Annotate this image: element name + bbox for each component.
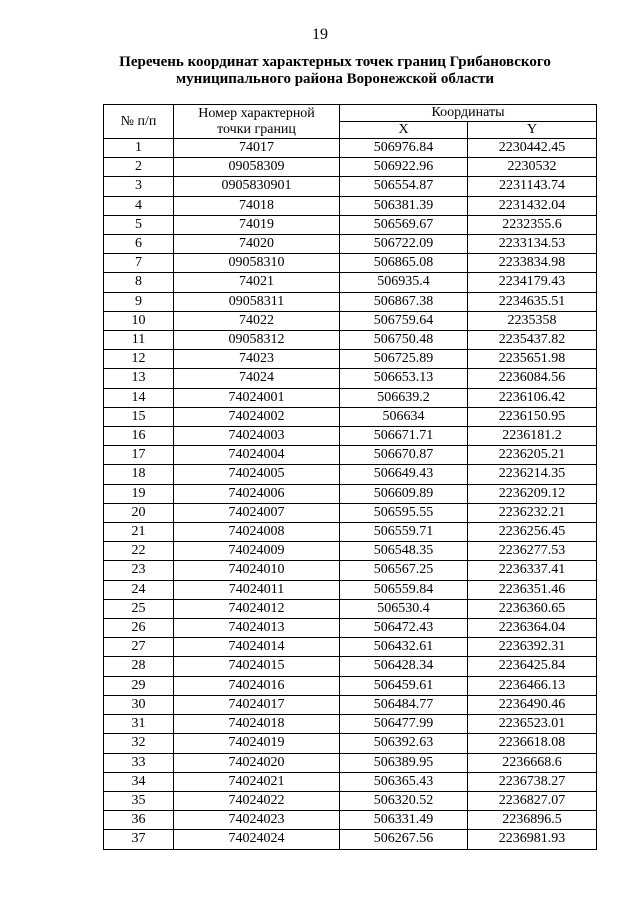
cell-y: 2236896.5	[468, 811, 597, 830]
cell-y: 2236351.46	[468, 580, 597, 599]
cell-number: 17	[104, 446, 174, 465]
header-coordinates: Координаты	[340, 105, 597, 122]
table-row	[104, 407, 597, 426]
cell-x: 506548.35	[340, 542, 468, 561]
cell-y: 2236738.27	[468, 772, 597, 791]
cell-x: 506389.95	[340, 753, 468, 772]
cell-point-number: 74021	[174, 273, 340, 292]
cell-number: 21	[104, 523, 174, 542]
cell-x: 506867.38	[340, 292, 468, 311]
cell-y: 2236209.12	[468, 484, 597, 503]
cell-x: 506381.39	[340, 196, 468, 215]
cell-x: 506320.52	[340, 791, 468, 810]
cell-number: 33	[104, 753, 174, 772]
cell-point-number: 74024017	[174, 695, 340, 714]
cell-number: 25	[104, 599, 174, 618]
header-number: № п/п	[104, 105, 174, 139]
cell-x: 506922.96	[340, 158, 468, 177]
header-point-line-2: точки границ	[217, 121, 296, 137]
table-row	[104, 311, 597, 330]
table-row	[104, 772, 597, 791]
cell-number: 11	[104, 331, 174, 350]
cell-y: 2236181.2	[468, 427, 597, 446]
cell-point-number: 74024012	[174, 599, 340, 618]
table-row	[104, 215, 597, 234]
table-row	[104, 350, 597, 369]
cell-x: 506653.13	[340, 369, 468, 388]
cell-point-number: 09058309	[174, 158, 340, 177]
cell-x: 506865.08	[340, 254, 468, 273]
table-row	[104, 523, 597, 542]
cell-x: 506530.4	[340, 599, 468, 618]
cell-point-number: 74024024	[174, 830, 340, 849]
table-row	[104, 715, 597, 734]
cell-x: 506365.43	[340, 772, 468, 791]
cell-y: 2232355.6	[468, 215, 597, 234]
cell-point-number: 74024023	[174, 811, 340, 830]
cell-x: 506722.09	[340, 235, 468, 254]
cell-number: 16	[104, 427, 174, 446]
cell-point-number: 74022	[174, 311, 340, 330]
cell-number: 37	[104, 830, 174, 849]
cell-number: 26	[104, 619, 174, 638]
table-row	[104, 695, 597, 714]
table-row	[104, 561, 597, 580]
cell-number: 22	[104, 542, 174, 561]
cell-y: 2236277.53	[468, 542, 597, 561]
cell-number: 19	[104, 484, 174, 503]
cell-point-number: 74024013	[174, 619, 340, 638]
cell-number: 34	[104, 772, 174, 791]
table-body	[104, 139, 597, 850]
cell-y: 2236668.6	[468, 753, 597, 772]
cell-y: 2230442.45	[468, 139, 597, 158]
coordinates-table	[103, 104, 597, 850]
cell-x: 506595.55	[340, 503, 468, 522]
cell-number: 14	[104, 388, 174, 407]
cell-number: 5	[104, 215, 174, 234]
cell-x: 506567.25	[340, 561, 468, 580]
cell-y: 2233834.98	[468, 254, 597, 273]
table-row	[104, 580, 597, 599]
cell-number: 35	[104, 791, 174, 810]
table-row	[104, 676, 597, 695]
cell-point-number: 74024018	[174, 715, 340, 734]
cell-point-number: 74024016	[174, 676, 340, 695]
cell-number: 15	[104, 407, 174, 426]
cell-x: 506639.2	[340, 388, 468, 407]
cell-number: 28	[104, 657, 174, 676]
cell-point-number: 74024007	[174, 503, 340, 522]
cell-x: 506331.49	[340, 811, 468, 830]
table-row	[104, 465, 597, 484]
cell-y: 2236214.35	[468, 465, 597, 484]
header-y: Y	[468, 122, 597, 139]
cell-x: 506609.89	[340, 484, 468, 503]
cell-number: 32	[104, 734, 174, 753]
cell-y: 2236150.95	[468, 407, 597, 426]
table-row	[104, 388, 597, 407]
table-row	[104, 177, 597, 196]
cell-y: 2236490.46	[468, 695, 597, 714]
cell-y: 2236360.65	[468, 599, 597, 618]
cell-x: 506649.43	[340, 465, 468, 484]
cell-number: 27	[104, 638, 174, 657]
table-row	[104, 273, 597, 292]
cell-x: 506750.48	[340, 331, 468, 350]
table-row	[104, 446, 597, 465]
cell-x: 506935.4	[340, 273, 468, 292]
cell-x: 506559.71	[340, 523, 468, 542]
cell-x: 506634	[340, 407, 468, 426]
title-line-2: муниципального района Воронежской области	[175, 71, 495, 87]
cell-point-number: 74024002	[174, 407, 340, 426]
cell-number: 36	[104, 811, 174, 830]
cell-point-number: 74024011	[174, 580, 340, 599]
cell-x: 506477.99	[340, 715, 468, 734]
table-row	[104, 734, 597, 753]
cell-point-number: 74018	[174, 196, 340, 215]
cell-x: 506759.64	[340, 311, 468, 330]
table-row	[104, 830, 597, 849]
cell-point-number: 74024003	[174, 427, 340, 446]
cell-y: 2230532	[468, 158, 597, 177]
cell-point-number: 74024006	[174, 484, 340, 503]
cell-x: 506472.43	[340, 619, 468, 638]
cell-point-number: 74023	[174, 350, 340, 369]
table-header	[104, 105, 597, 139]
cell-y: 2236084.56	[468, 369, 597, 388]
cell-y: 2235437.82	[468, 331, 597, 350]
cell-y: 2235651.98	[468, 350, 597, 369]
cell-number: 10	[104, 311, 174, 330]
cell-number: 18	[104, 465, 174, 484]
cell-number: 23	[104, 561, 174, 580]
cell-y: 2236981.93	[468, 830, 597, 849]
cell-y: 2236392.31	[468, 638, 597, 657]
table-row	[104, 599, 597, 618]
cell-point-number: 74024009	[174, 542, 340, 561]
cell-number: 24	[104, 580, 174, 599]
table-row	[104, 139, 597, 158]
cell-y: 2236523.01	[468, 715, 597, 734]
cell-x: 506671.71	[340, 427, 468, 446]
table-row	[104, 369, 597, 388]
table-row	[104, 158, 597, 177]
cell-point-number: 09058312	[174, 331, 340, 350]
cell-y: 2236337.41	[468, 561, 597, 580]
cell-point-number: 09058311	[174, 292, 340, 311]
cell-x: 506976.84	[340, 139, 468, 158]
header-point-number	[174, 105, 340, 139]
table-row	[104, 791, 597, 810]
document-title	[100, 54, 570, 88]
table-row	[104, 638, 597, 657]
cell-x: 506670.87	[340, 446, 468, 465]
cell-point-number: 74024021	[174, 772, 340, 791]
cell-y: 2236364.04	[468, 619, 597, 638]
cell-number: 3	[104, 177, 174, 196]
table-row	[104, 753, 597, 772]
cell-number: 30	[104, 695, 174, 714]
cell-y: 2234635.51	[468, 292, 597, 311]
cell-y: 2234179.43	[468, 273, 597, 292]
header-point-line-1: Номер характерной	[198, 105, 315, 121]
cell-x: 506459.61	[340, 676, 468, 695]
cell-y: 2236618.08	[468, 734, 597, 753]
table-row	[104, 235, 597, 254]
cell-y: 2236466.13	[468, 676, 597, 695]
header-x: X	[340, 122, 468, 139]
table-row	[104, 503, 597, 522]
cell-y: 2235358	[468, 311, 597, 330]
cell-point-number: 74024010	[174, 561, 340, 580]
cell-point-number: 74024019	[174, 734, 340, 753]
table-row	[104, 254, 597, 273]
table-row	[104, 542, 597, 561]
cell-y: 2236425.84	[468, 657, 597, 676]
cell-y: 2233134.53	[468, 235, 597, 254]
table-row	[104, 292, 597, 311]
cell-x: 506432.61	[340, 638, 468, 657]
cell-x: 506392.63	[340, 734, 468, 753]
cell-x: 506559.84	[340, 580, 468, 599]
title-line-1: Перечень координат характерных точек границ Грибановского	[119, 54, 551, 70]
cell-y: 2236205.21	[468, 446, 597, 465]
cell-point-number: 74024022	[174, 791, 340, 810]
cell-point-number: 74024004	[174, 446, 340, 465]
cell-x: 506725.89	[340, 350, 468, 369]
cell-point-number: 74024005	[174, 465, 340, 484]
cell-number: 29	[104, 676, 174, 695]
cell-number: 31	[104, 715, 174, 734]
cell-y: 2236232.21	[468, 503, 597, 522]
cell-point-number: 74024008	[174, 523, 340, 542]
cell-x: 506569.67	[340, 215, 468, 234]
cell-number: 8	[104, 273, 174, 292]
page-number: 19	[312, 26, 328, 43]
table-row	[104, 811, 597, 830]
cell-y: 2236827.07	[468, 791, 597, 810]
cell-number: 4	[104, 196, 174, 215]
cell-number: 7	[104, 254, 174, 273]
cell-point-number: 74017	[174, 139, 340, 158]
cell-number: 12	[104, 350, 174, 369]
cell-number: 9	[104, 292, 174, 311]
cell-number: 1	[104, 139, 174, 158]
cell-number: 2	[104, 158, 174, 177]
cell-x: 506428.34	[340, 657, 468, 676]
cell-x: 506554.87	[340, 177, 468, 196]
cell-number: 13	[104, 369, 174, 388]
cell-y: 2231143.74	[468, 177, 597, 196]
cell-y: 2231432.04	[468, 196, 597, 215]
cell-number: 20	[104, 503, 174, 522]
cell-point-number: 09058310	[174, 254, 340, 273]
cell-point-number: 74024020	[174, 753, 340, 772]
table-row	[104, 484, 597, 503]
cell-point-number: 0905830901	[174, 177, 340, 196]
table-row	[104, 619, 597, 638]
table-row	[104, 331, 597, 350]
cell-number: 6	[104, 235, 174, 254]
cell-point-number: 74024	[174, 369, 340, 388]
table-row	[104, 196, 597, 215]
cell-point-number: 74024014	[174, 638, 340, 657]
cell-y: 2236256.45	[468, 523, 597, 542]
cell-x: 506484.77	[340, 695, 468, 714]
table-row	[104, 427, 597, 446]
cell-point-number: 74024001	[174, 388, 340, 407]
cell-x: 506267.56	[340, 830, 468, 849]
cell-y: 2236106.42	[468, 388, 597, 407]
table-row	[104, 657, 597, 676]
cell-point-number: 74020	[174, 235, 340, 254]
cell-point-number: 74019	[174, 215, 340, 234]
cell-point-number: 74024015	[174, 657, 340, 676]
